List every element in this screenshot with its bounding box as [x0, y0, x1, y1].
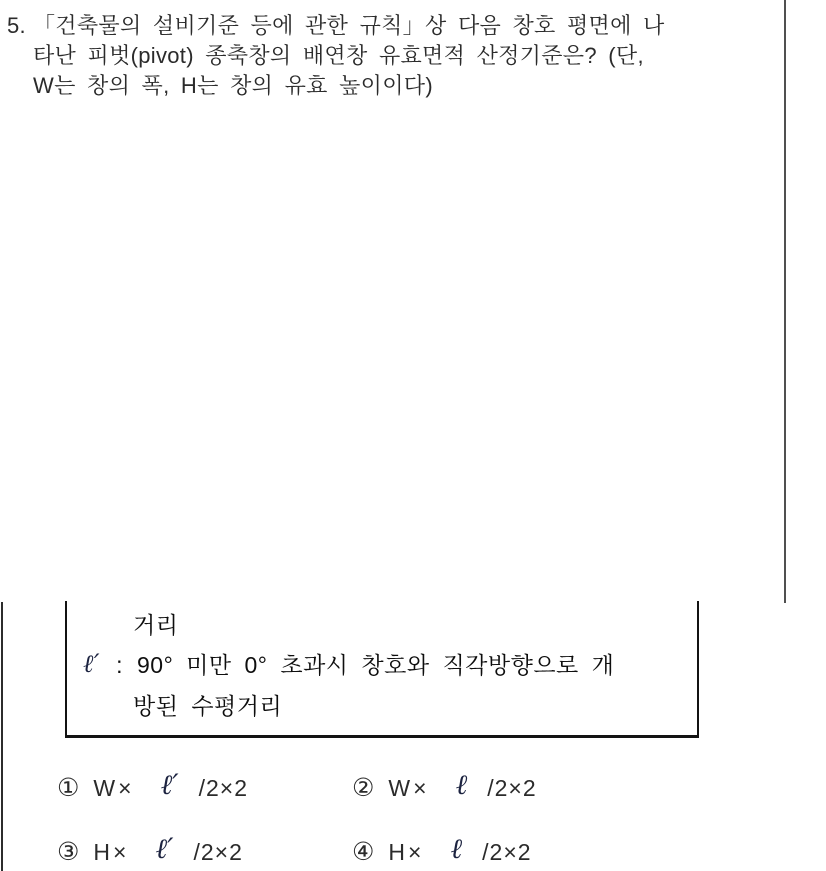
question-number: 5.: [7, 13, 26, 38]
option-3-ell-prime-symbol: ℓ′: [155, 832, 174, 865]
option-1-formula-prefix: W×: [93, 775, 135, 801]
option-4-formula-suffix: /2×2: [482, 839, 532, 865]
option-2-formula-prefix: W×: [388, 775, 430, 801]
option-4-formula-prefix: H×: [388, 839, 425, 865]
option-3[interactable]: [57, 834, 243, 868]
option-2[interactable]: [352, 770, 537, 804]
option-3-formula-suffix: /2×2: [193, 839, 243, 865]
option-4[interactable]: [352, 834, 532, 868]
legend-distance-word: 거리: [133, 612, 179, 638]
option-2-ell-symbol: ℓ: [455, 768, 468, 801]
ell-prime-symbol: ℓ′: [83, 649, 101, 678]
option-3-formula-prefix: H×: [93, 839, 130, 865]
legend-definition-continuation: 방된 수평거리: [133, 693, 283, 719]
option-2-formula-suffix: /2×2: [487, 775, 537, 801]
option-3-number: ③: [57, 838, 80, 866]
question-line-3: W는 창의 폭, H는 창의 유효 높이이다): [33, 73, 433, 98]
option-1[interactable]: [57, 770, 248, 804]
figure-legend-box: [65, 601, 699, 738]
column-divider-line: [784, 0, 786, 603]
option-2-number: ②: [352, 774, 375, 802]
question-line-1: 「건축물의 설비기준 등에 관한 규칙」상 다음 창호 평면에 나: [33, 13, 665, 38]
legend-definition-text: 90° 미만 0° 초과시 창호와 직각방향으로 개: [136, 652, 615, 678]
option-1-formula-suffix: /2×2: [198, 775, 248, 801]
question-line-2: 타난 피벗(pivot) 종축창의 배연창 유효면적 산정기준은? (단,: [33, 43, 644, 68]
option-4-ell-symbol: ℓ: [450, 832, 463, 865]
left-column-edge-line: [1, 602, 3, 871]
option-4-number: ④: [352, 838, 375, 866]
option-1-number: ①: [57, 774, 80, 802]
colon-separator: :: [116, 652, 123, 678]
legend-symbol-definition: [83, 647, 614, 680]
question-text: [33, 11, 783, 101]
option-1-ell-prime-symbol: ℓ′: [160, 768, 179, 801]
question-5: [7, 11, 783, 101]
